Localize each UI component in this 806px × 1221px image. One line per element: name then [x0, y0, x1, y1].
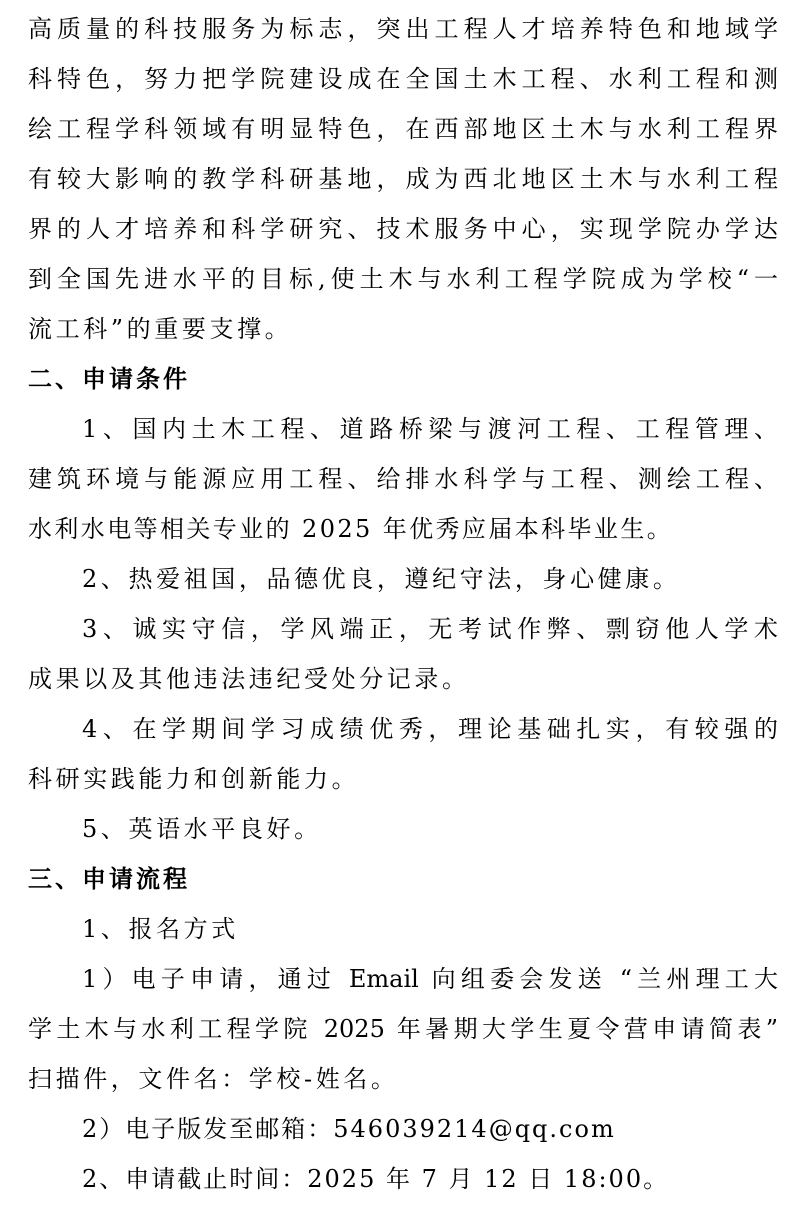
condition-item-line: 5、英语水平良好。 — [82, 815, 322, 843]
paragraph-line: 流工科”的重要支撑。 — [28, 315, 293, 343]
process-item-line: 1）电子申请，通过 Email 向组委会发送 “兰州理工大 — [82, 965, 778, 993]
paragraph-line: 有较大影响的教学科研基地，成为西北地区土木与水利工程 — [28, 165, 778, 193]
paragraph-line: 高质量的科技服务为标志，突出工程人才培养特色和地域学 — [28, 15, 778, 43]
condition-item-line: 水利水电等相关专业的 2025 年优秀应届本科毕业生。 — [28, 515, 674, 543]
condition-item-line: 2、热爱祖国，品德优良，遵纪守法，身心健康。 — [82, 565, 681, 593]
paragraph-line: 到全国先进水平的目标,使土木与水利工程学院成为学校“一 — [28, 265, 778, 293]
condition-item-line: 1、国内土木工程、道路桥梁与渡河工程、工程管理、 — [82, 415, 778, 443]
process-item-deadline-line: 2、申请截止时间：2025 年 7 月 12 日 18:00。 — [82, 1165, 670, 1193]
condition-item-line: 建筑环境与能源应用工程、给排水科学与工程、测绘工程、 — [28, 465, 778, 493]
section-heading-application-conditions: 二、申请条件 — [28, 364, 190, 393]
paragraph-line: 界的人才培养和科学研究、技术服务中心，实现学院办学达 — [28, 215, 778, 243]
paragraph-line: 绘工程学科领域有明显特色，在西部地区土木与水利工程界 — [28, 115, 778, 143]
process-item-line: 扫描件，文件名：学校-姓名。 — [28, 1065, 399, 1093]
condition-item-line: 科研实践能力和创新能力。 — [28, 765, 360, 793]
condition-item-line: 4、在学期间学习成绩优秀，理论基础扎实，有较强的 — [82, 715, 778, 743]
section-heading-application-process: 三、申请流程 — [28, 864, 190, 893]
condition-item-line: 3、诚实守信，学风端正，无考试作弊、剽窃他人学术 — [82, 615, 778, 643]
process-item-line: 1、报名方式 — [82, 915, 239, 943]
process-item-line: 学土木与水利工程学院 2025 年暑期大学生夏令营申请简表” — [28, 1015, 778, 1043]
paragraph-line: 科特色，努力把学院建设成在全国土木工程、水利工程和测 — [28, 65, 778, 93]
process-item-email-line: 2）电子版发至邮箱：546039214@qq.com — [82, 1115, 616, 1143]
condition-item-line: 成果以及其他违法违纪受处分记录。 — [28, 665, 470, 693]
